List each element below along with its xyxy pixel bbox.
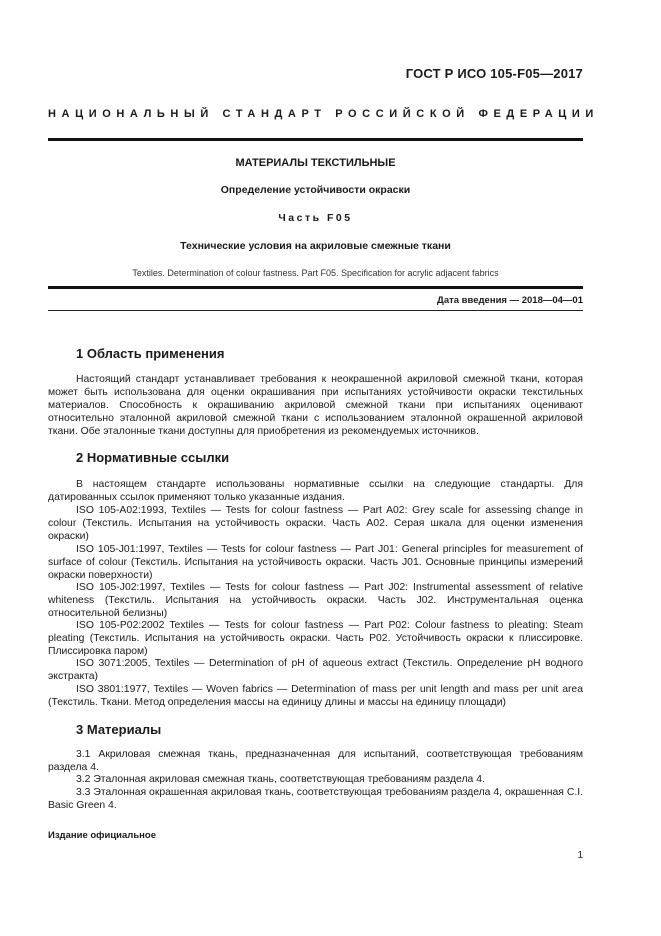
national-standard-banner: НАЦИОНАЛЬНЫЙ СТАНДАРТ РОССИЙСКОЙ ФЕДЕРАЦИИ [48,108,599,120]
reference-item: ISO 105-J01:1997, Textiles — Tests for colour fastness — Part J01: General principles for measurement of surface of colour (Текстиль. Испытания на устойчивость окраски. Часть J01. Основные принципы измерений окраски поверхности) [48,544,583,581]
materials-item: 3.3 Эталонная окрашенная акриловая ткань, соответствующая требованиям раздела 4, окрашенная C.I. Basic Green 4. [48,787,583,811]
english-title: Textiles. Determination of colour fastness. Part F05. Specification for acrylic adjacent fabrics [132,268,499,278]
official-edition-label: Издание официальное [48,830,156,841]
page-number: 1 [577,850,583,861]
date-rule [48,310,583,311]
title-subtitle: Определение устойчивости окраски [220,184,411,196]
paragraph-references-intro: В настоящем стандарте использованы нормативные ссылки на следующие стандарты. Для датированных ссылок применяют только указанные издания. [48,479,583,503]
title-part: Часть F05 [278,212,353,224]
title-rule [48,286,583,289]
introduction-date: Дата введения — 2018—04—01 [437,295,583,306]
reference-item: ISO 3071:2005, Textiles — Determination of pH of aqueous extract (Текстиль. Определение pH водного экстракта) [48,658,583,682]
reference-item: ISO 3801:1977, Textiles — Woven fabrics — Determination of mass per unit length and mass per unit area (Текстиль. Ткани. Метод определения массы на единицу длины и массы на единицу площади) [48,684,583,708]
title-main: МАТЕРИАЛЫ ТЕКСТИЛЬНЫЕ [235,157,396,169]
document-code: ГОСТ Р ИСО 105-F05—2017 [405,66,583,81]
section-heading-scope: 1 Область применения [76,346,225,361]
reference-item: ISO 105-A02:1993, Textiles — Tests for colour fastness — Part A02: Grey scale for assessing change in colour (Текстиль. Испытания на устойчивость окраски. Часть A02. Серая шкала для оценки изменения окраски) [48,505,583,542]
title-specification: Технические условия на акриловые смежные ткани [180,240,451,252]
materials-item: 3.1 Акриловая смежная ткань, предназначенная для испытаний, соответствующая требованиям раздела 4. [48,749,583,773]
section-heading-references: 2 Нормативные ссылки [76,450,230,465]
reference-item: ISO 105-J02:1997, Textiles — Tests for colour fastness — Part J02: Instrumental assessment of relative whiteness (Текстиль. Испытания на устойчивость окраски. Часть J02. Инструментальная оценка относительной белизны) [48,582,583,619]
section-heading-materials: 3 Материалы [76,722,162,737]
reference-item: ISO 105-P02:2002 Textiles — Tests for colour fastness — Part P02: Colour fastness to pleating: Steam pleating (Текстиль. Испытания на устойчивость окраски. Часть P02. Устойчивость окраски к плиссировке. Плиссировка паром) [48,620,583,657]
paragraph-scope: Настоящий стандарт устанавливает требования к неокрашенной акриловой смежной ткани, которая может быть использована для оценки окрашивания при испытаниях устойчивости окраски текстильных материалов. Способность к окрашиванию акриловой смежной ткани при испытаниях оценивают относительно эталонной акриловой смежной ткани с использованием эталонной окрашенной акриловой ткани. Обе эталонные ткани доступны для приобретения из рекомендуемых источников. [48,374,583,437]
header-rule [48,138,583,141]
materials-item: 3.2 Эталонная акриловая смежная ткань, соответствующая требованиям раздела 4. [76,774,485,785]
